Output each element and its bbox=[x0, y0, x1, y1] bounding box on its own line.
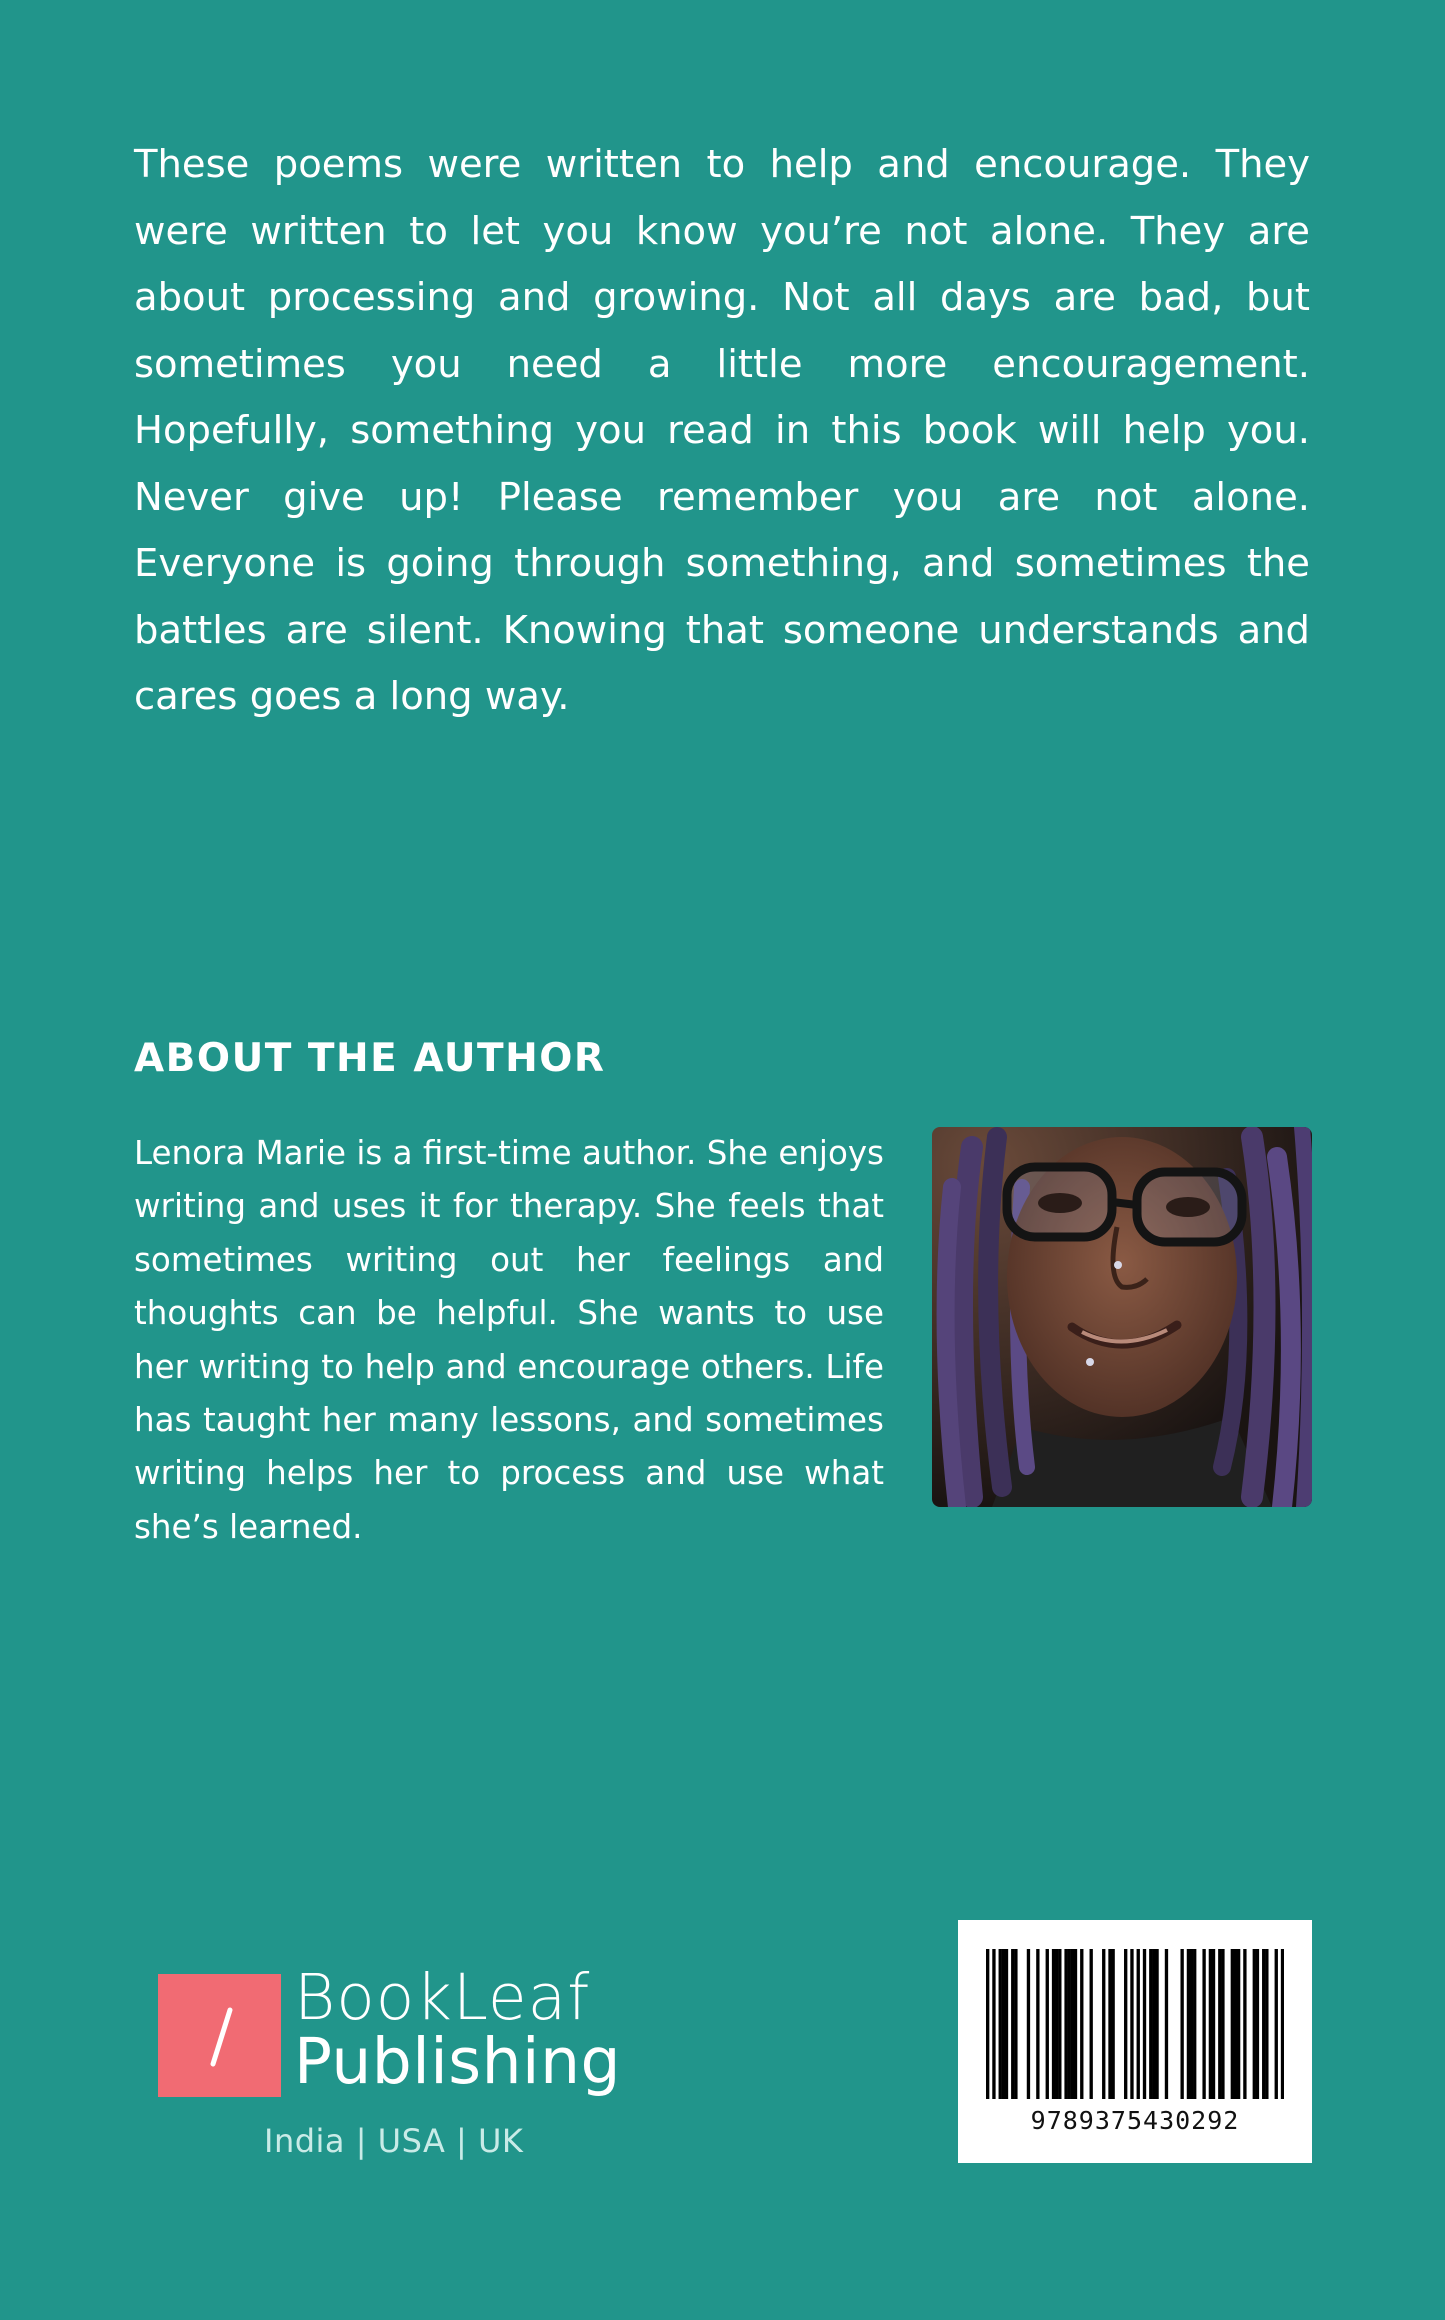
barcode-bar bbox=[1149, 1949, 1152, 2099]
barcode-bar bbox=[1058, 1949, 1061, 2099]
isbn-barcode bbox=[958, 1920, 1312, 2163]
barcode-bar bbox=[1052, 1949, 1055, 2099]
barcode-bar bbox=[999, 1949, 1002, 2099]
barcode-bar bbox=[1014, 1949, 1017, 2099]
barcode-bar bbox=[1074, 1949, 1077, 2099]
publisher-regions: India | USA | UK bbox=[264, 2122, 524, 2160]
barcode-bar bbox=[1111, 1949, 1114, 2099]
author-photo bbox=[932, 1127, 1312, 1507]
barcode-bars bbox=[986, 1949, 1284, 2099]
barcode-bar bbox=[1046, 1949, 1049, 2099]
barcode-bar bbox=[1055, 1949, 1058, 2099]
barcode-bar bbox=[1068, 1949, 1071, 2099]
barcode-bar bbox=[1152, 1949, 1155, 2099]
barcode-bar bbox=[986, 1949, 989, 2099]
barcode-bar bbox=[1275, 1949, 1278, 2099]
barcode-bar bbox=[1231, 1949, 1234, 2099]
barcode-bar bbox=[1108, 1949, 1111, 2099]
barcode-bar bbox=[1209, 1949, 1212, 2099]
barcode-bar bbox=[1011, 1949, 1014, 2099]
barcode-bar bbox=[1190, 1949, 1193, 2099]
barcode-bar bbox=[1253, 1949, 1256, 2099]
publisher-logo-mark bbox=[158, 1974, 281, 2097]
barcode-bar bbox=[1005, 1949, 1008, 2099]
barcode-bar bbox=[1256, 1949, 1259, 2099]
isbn-number: 9789375430292 bbox=[1030, 2106, 1240, 2135]
barcode-bar bbox=[1281, 1949, 1284, 2099]
barcode-bar bbox=[1265, 1949, 1268, 2099]
barcode-bar bbox=[1080, 1949, 1083, 2099]
back-cover-blurb: These poems were written to help and encourage. They were written to let you know you’re not alone. They are about processing and growing. Not all days are bad, but sometimes you need a little more encouragement. Hopefully, something you read in this book will help you. Never give up! Please remember you are not alone. Everyone is going through something, and sometimes the battles are silent. Knowing that someone understands and cares goes a long way. bbox=[134, 142, 1310, 719]
publisher-name-line2: Publishing bbox=[294, 2025, 621, 2098]
barcode-bar bbox=[1165, 1949, 1168, 2099]
barcode-bar bbox=[1193, 1949, 1196, 2099]
barcode-bar bbox=[1071, 1949, 1074, 2099]
barcode-bar bbox=[1180, 1949, 1183, 2099]
barcode-bar bbox=[1243, 1949, 1246, 2099]
barcode-bar bbox=[1262, 1949, 1265, 2099]
barcode-bar bbox=[1130, 1949, 1133, 2099]
barcode-bar bbox=[1124, 1949, 1127, 2099]
barcode-bar bbox=[1137, 1949, 1140, 2099]
about-author-heading: ABOUT THE AUTHOR bbox=[134, 1036, 606, 1081]
barcode-bar bbox=[1036, 1949, 1039, 2099]
barcode-bar bbox=[1090, 1949, 1093, 2099]
barcode-bar bbox=[1218, 1949, 1221, 2099]
barcode-bar bbox=[1234, 1949, 1237, 2099]
barcode-bar bbox=[1221, 1949, 1224, 2099]
barcode-bar bbox=[1064, 1949, 1067, 2099]
barcode-bar bbox=[1002, 1949, 1005, 2099]
barcode-bar bbox=[1027, 1949, 1030, 2099]
barcode-bar bbox=[1187, 1949, 1190, 2099]
about-author-text: Lenora Marie is a first-time author. She enjoys writing and uses it for therapy. She feels that sometimes writing out her feelings and thoughts can be helpful. She wants to use her writing to help and encourage others. Life has taught her many lessons, and sometimes writing helps her to process and use what she’s learned. bbox=[134, 1134, 884, 1546]
barcode-bar bbox=[1212, 1949, 1215, 2099]
barcode-bar bbox=[992, 1949, 995, 2099]
barcode-bar bbox=[1143, 1949, 1146, 2099]
barcode-bar bbox=[1237, 1949, 1240, 2099]
barcode-bar bbox=[1202, 1949, 1205, 2099]
barcode-bar bbox=[1102, 1949, 1105, 2099]
publisher-logo bbox=[158, 1961, 621, 2160]
publisher-name-line1: BookLeaf bbox=[294, 1961, 591, 2034]
barcode-bar bbox=[1155, 1949, 1158, 2099]
